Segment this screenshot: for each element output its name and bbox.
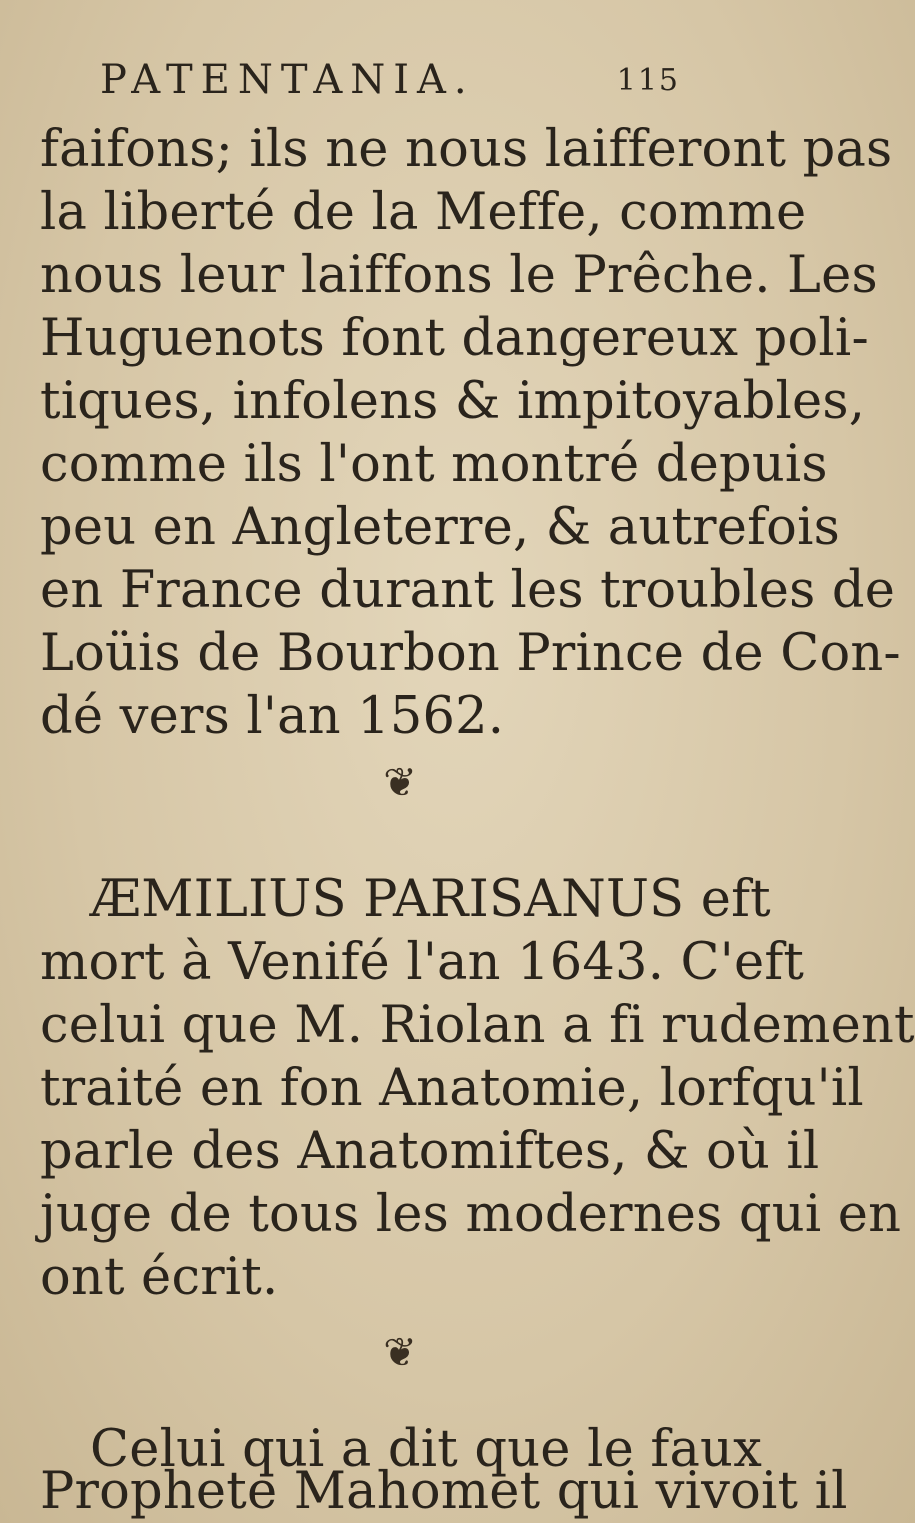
text-line: mort à Venifé l'an 1643. C'eft (40, 933, 805, 992)
text-line: Prophete Mahomet qui vivoit il (40, 1462, 848, 1521)
text-line: la liberté de la Meffe, comme (40, 183, 807, 242)
text-line: Celui qui a dit que le faux (90, 1420, 763, 1479)
text-line: faifons; ils ne nous laifferont pas (40, 120, 893, 179)
page-number: 115 (616, 62, 680, 98)
running-title: PATENTANIA. (100, 57, 475, 103)
text-line: parle des Anatomiftes, & où il (40, 1122, 820, 1181)
text-line: juge de tous les modernes qui en (40, 1185, 902, 1244)
text-line: ÆMILIUS PARISANUS eft (90, 870, 771, 929)
text-line: dé vers l'an 1562. (40, 687, 505, 746)
text-line: celui que M. Riolan a fi rudement (40, 996, 915, 1055)
page-header (100, 50, 680, 110)
text-line: nous leur laiffons le Prêche. Les (40, 246, 878, 305)
text-line: tiques, infolens & impitoyables, (40, 372, 866, 431)
text-line: comme ils l'ont montré depuis (40, 435, 828, 494)
text-line: traité en fon Anatomie, lorfqu'il (40, 1059, 864, 1118)
text-line: Loüis de Bourbon Prince de Con- (40, 624, 901, 683)
text-line: Huguenots font dangereux poli- (40, 309, 869, 368)
fleuron-ornament: ❦ (383, 760, 417, 806)
fleuron-ornament: ❦ (383, 1330, 417, 1376)
text-line: ont écrit. (40, 1248, 279, 1307)
text-line: peu en Angleterre, & autrefois (40, 498, 840, 557)
text-line: en France durant les troubles de (40, 561, 896, 620)
